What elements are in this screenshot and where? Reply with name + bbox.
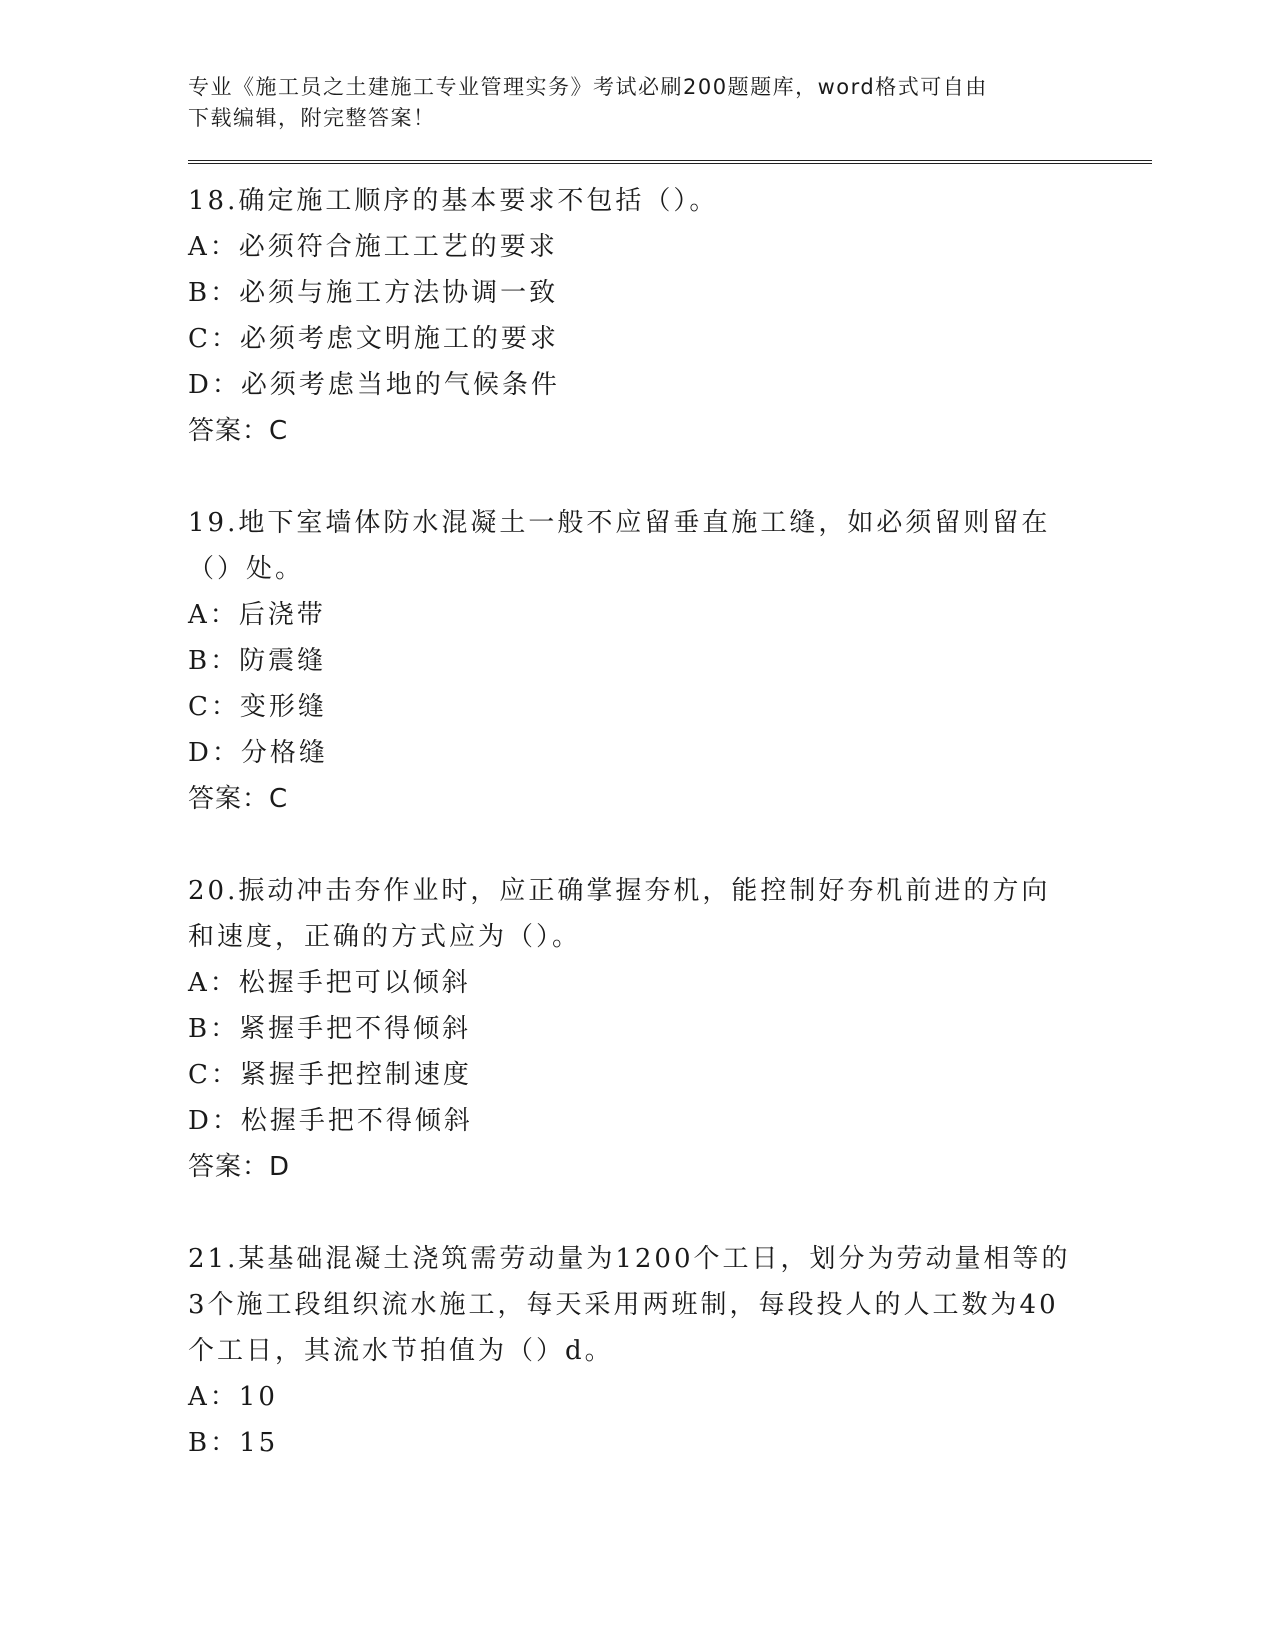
header-line-2: 下载编辑，附完整答案！ — [188, 106, 436, 130]
question-21 — [188, 1236, 1088, 1466]
answer-text: 答案：D — [188, 1152, 291, 1182]
question-stem: 20.振动冲击夯作业时，应正确掌握夯机，能控制好夯机前进的方向和速度，正确的方式应为（）。 — [188, 876, 1051, 952]
option-c: C：变形缝 — [188, 692, 327, 722]
question-18 — [188, 178, 1088, 454]
header-divider — [188, 160, 1152, 164]
option-a: A：必须符合施工工艺的要求 — [188, 232, 558, 262]
question-19 — [188, 500, 1088, 822]
document-page — [188, 72, 1088, 1466]
option-b: B：必须与施工方法协调一致 — [188, 278, 559, 308]
option-b: B：紧握手把不得倾斜 — [188, 1014, 472, 1044]
question-stem: 19.地下室墙体防水混凝土一般不应留垂直施工缝，如必须留则留在（）处。 — [188, 508, 1051, 584]
option-b: B：15 — [188, 1428, 279, 1458]
option-a: A：后浇带 — [188, 600, 326, 630]
option-a: A：松握手把可以倾斜 — [188, 968, 471, 998]
question-stem: 18.确定施工顺序的基本要求不包括（）。 — [188, 186, 719, 216]
spacer — [188, 1190, 1088, 1236]
answer-text: 答案：C — [188, 784, 289, 814]
question-stem: 21.某基础混凝土浇筑需劳动量为1200个工日，划分为劳动量相等的3个施工段组织流水施工，每天采用两班制，每段投人的人工数为40个工日，其流水节拍值为（）d。 — [188, 1244, 1071, 1366]
header-line-1: 专业《施工员之土建施工专业管理实务》考试必刷200题题库，word格式可自由 — [188, 75, 988, 99]
answer-text: 答案：C — [188, 416, 289, 446]
option-d: D：分格缝 — [188, 738, 328, 768]
question-20 — [188, 868, 1088, 1190]
spacer — [188, 454, 1088, 500]
document-header — [188, 72, 1068, 134]
option-d: D：必须考虑当地的气候条件 — [188, 370, 560, 400]
option-a: A：10 — [188, 1382, 278, 1412]
option-b: B：防震缝 — [188, 646, 327, 676]
spacer — [188, 822, 1088, 868]
option-c: C：必须考虑文明施工的要求 — [188, 324, 559, 354]
question-list — [188, 178, 1088, 1466]
option-c: C：紧握手把控制速度 — [188, 1060, 472, 1090]
option-d: D：松握手把不得倾斜 — [188, 1106, 473, 1136]
